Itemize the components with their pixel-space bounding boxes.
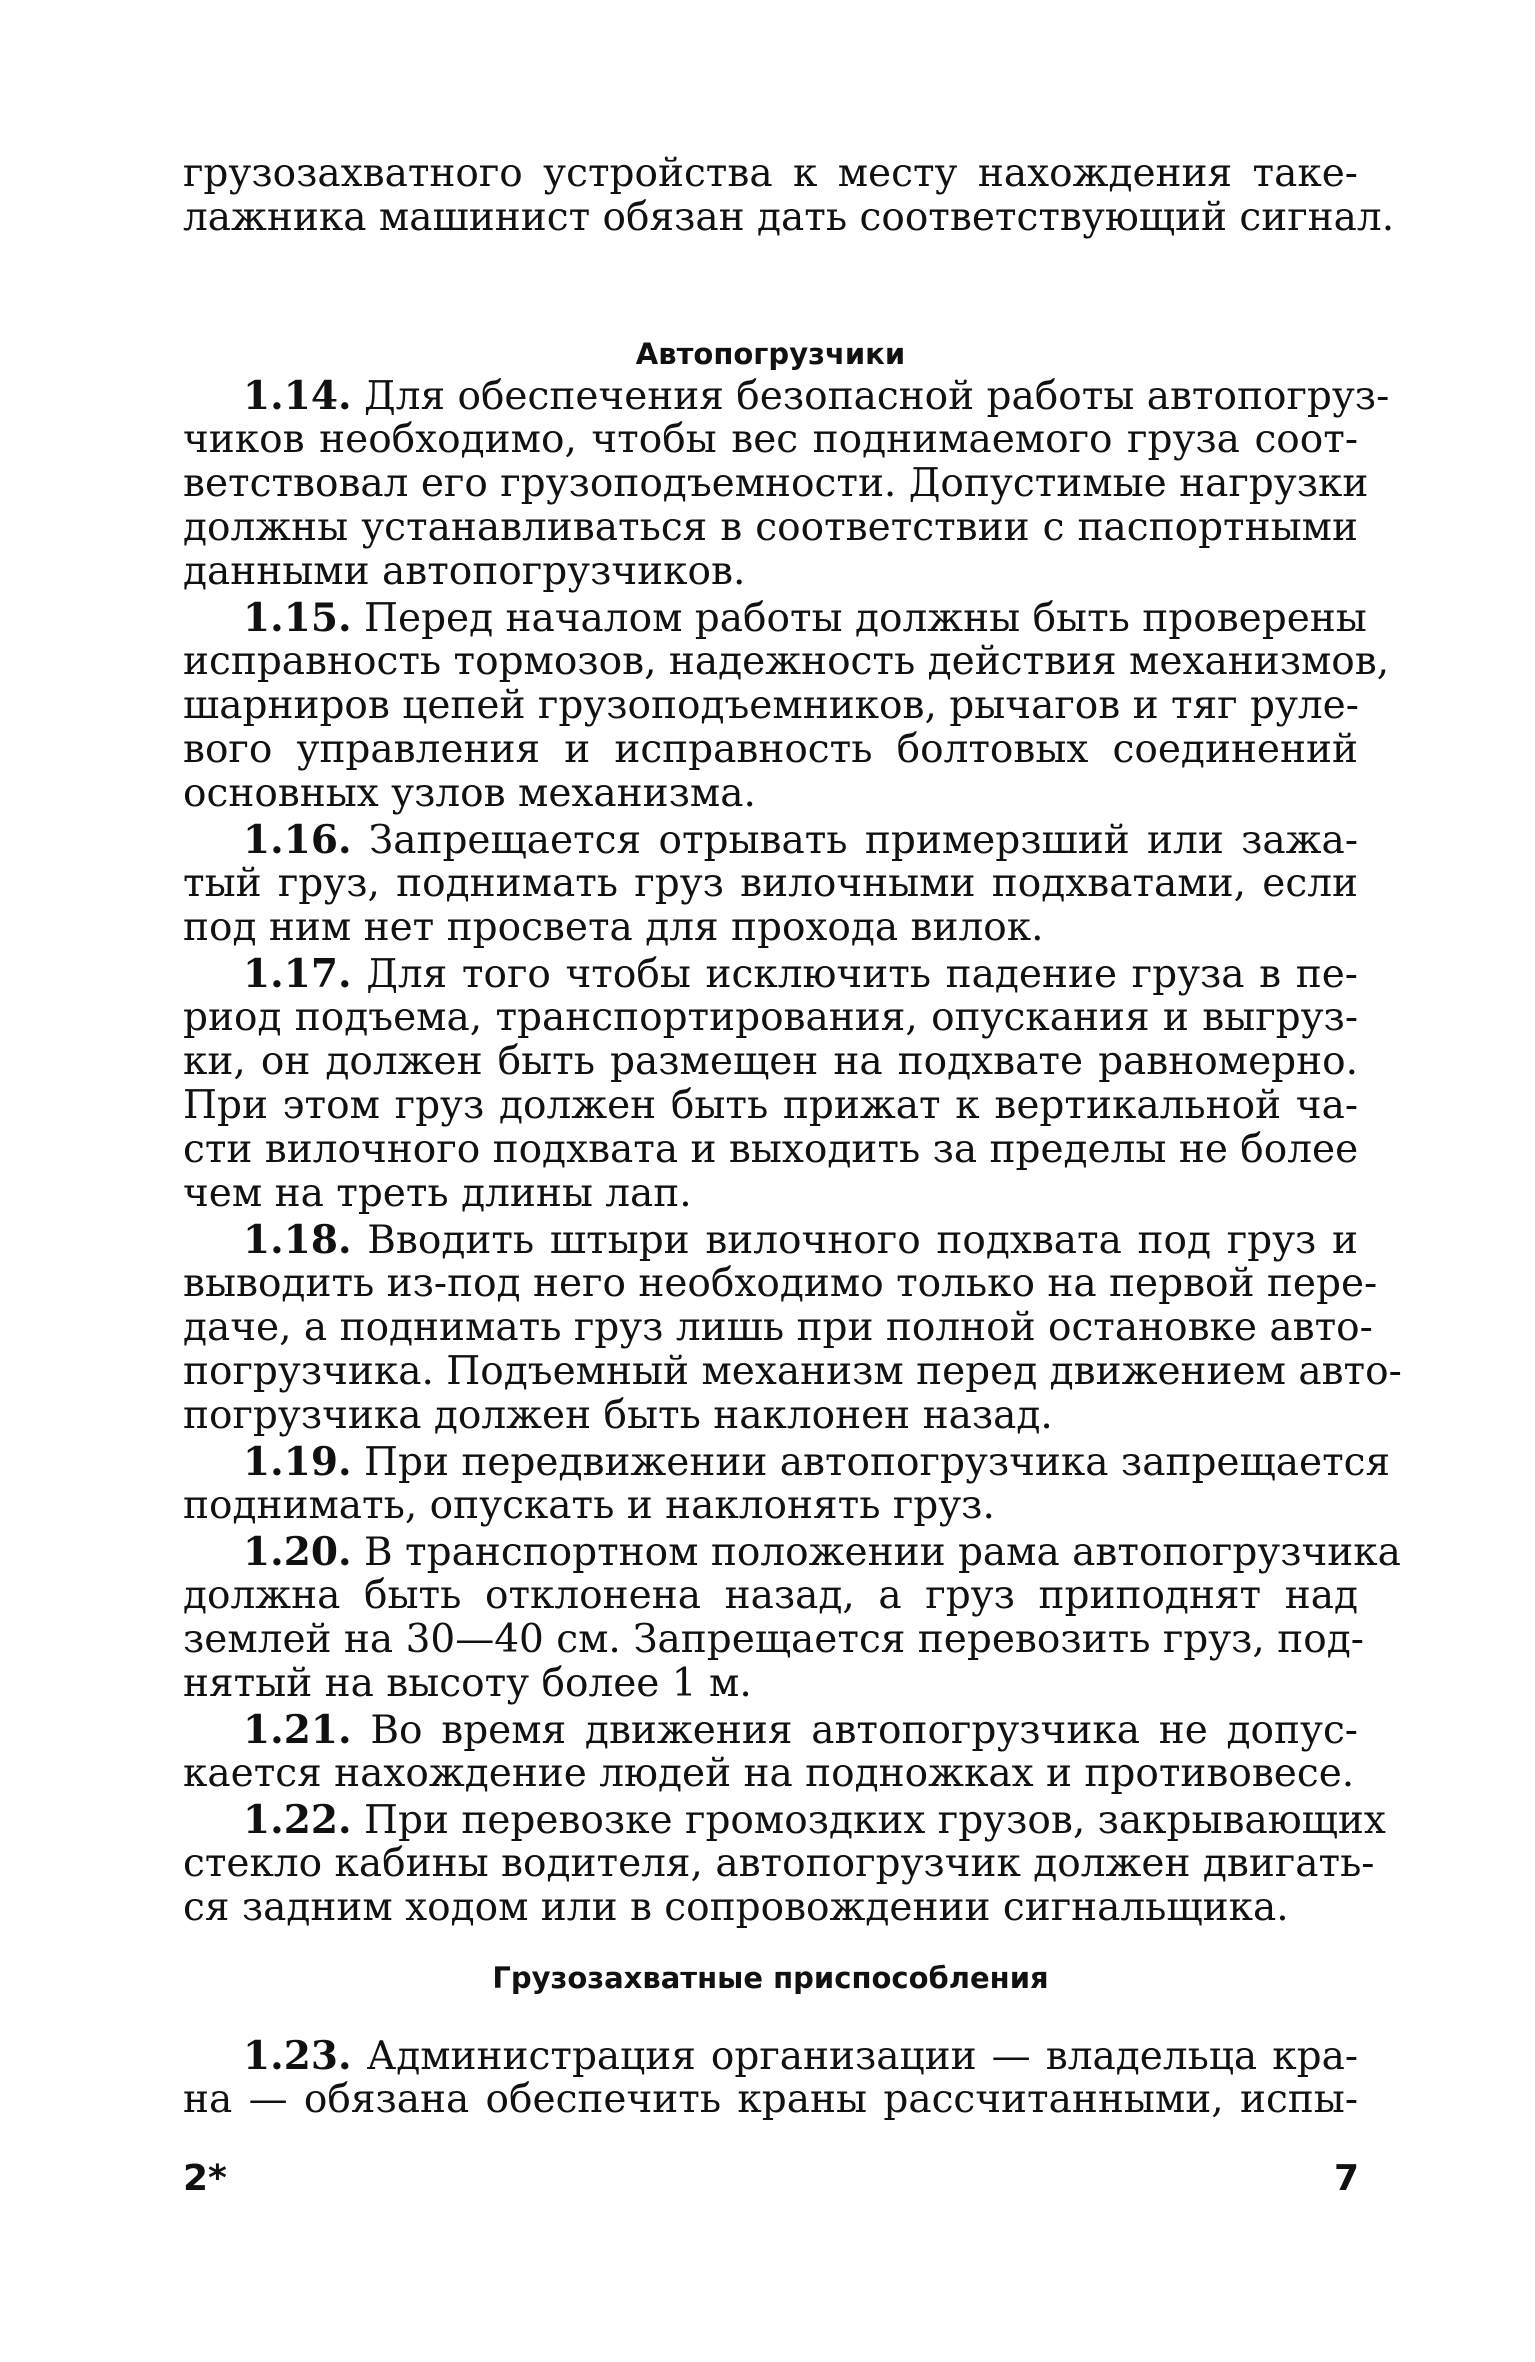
text-line: ся задним ходом или в сопровождении сигнальщика. xyxy=(183,1885,1289,1930)
paragraph-number: 1.20. xyxy=(243,1529,352,1575)
text-line: вого управления и исправность болтовых соединений xyxy=(183,727,1358,772)
text-line: должны устанавливаться в соответствии с паспортными xyxy=(183,505,1358,550)
text-line: чем на треть длины лап. xyxy=(183,1171,692,1216)
section-heading-autoloaders: Автопогрузчики xyxy=(635,337,906,371)
text-span: Во время движения автопогрузчика не допус- xyxy=(370,1708,1358,1753)
text-span: При передвижении автопогрузчика запрещается xyxy=(363,1440,1391,1485)
text-line: основных узлов механизма. xyxy=(183,771,756,816)
text-span: Вводить штыри вилочного подхвата под груз и xyxy=(367,1218,1358,1263)
paragraph-number: 1.22. xyxy=(243,1797,352,1843)
text-span: Для того чтобы исключить падение груза в пе- xyxy=(366,952,1358,997)
paragraph-1-23-first-line xyxy=(243,2034,1358,2079)
paragraph-1-14-first-line xyxy=(243,373,1390,419)
section-heading-lifting-devices: Грузозахватные приспособления xyxy=(492,1961,1049,1995)
text-span: Для обеспечения безопасной работы автопогруз- xyxy=(363,374,1390,419)
text-line: должна быть отклонена назад, а груз приподнят над xyxy=(183,1573,1358,1618)
text-line: стекло кабины водителя, автопогрузчик должен двигать- xyxy=(183,1841,1375,1886)
paragraph-number: 1.19. xyxy=(243,1439,352,1485)
paragraph-1-17-first-line xyxy=(243,952,1358,997)
paragraph-number: 1.21. xyxy=(243,1707,352,1753)
signature-mark: 2* xyxy=(183,2158,227,2199)
text-line: погрузчика должен быть наклонен назад. xyxy=(183,1393,1053,1438)
text-line: риод подъема, транспортирования, опускания и выгруз- xyxy=(183,995,1358,1040)
text-line: на — обязана обеспечить краны рассчитанными, испы- xyxy=(183,2077,1358,2122)
paragraph-1-18-first-line xyxy=(243,1218,1358,1263)
text-line: тый груз, поднимать груз вилочными подхватами, если xyxy=(183,861,1358,906)
text-line: ки, он должен быть размещен на подхвате равномерно. xyxy=(183,1039,1358,1084)
text-line: лажника машинист обязан дать соответствующий сигнал. xyxy=(183,195,1395,240)
text-line: сти вилочного подхвата и выходить за пределы не более xyxy=(183,1127,1359,1172)
paragraph-1-19-first-line xyxy=(243,1439,1391,1485)
text-line: шарниров цепей грузоподъемников, рычагов и тяг руле- xyxy=(183,683,1359,728)
text-line: под ним нет просвета для прохода вилок. xyxy=(183,905,1044,950)
paragraph-number: 1.16. xyxy=(243,817,352,863)
text-span: Перед началом работы должны быть проверены xyxy=(363,596,1367,641)
paragraph-1-15-first-line xyxy=(243,595,1367,641)
paragraph-1-16-first-line xyxy=(243,818,1358,863)
paragraph-number: 1.18. xyxy=(243,1217,352,1263)
text-line: погрузчика. Подъемный механизм перед движением авто- xyxy=(183,1349,1402,1394)
text-span: Администрация организации — владельца кра- xyxy=(366,2034,1358,2079)
paragraph-number: 1.23. xyxy=(243,2033,352,2079)
text-line: ветствовал его грузоподъемности. Допустимые нагрузки xyxy=(183,461,1369,506)
paragraph-number: 1.14. xyxy=(243,373,352,419)
text-span: В транспортном положении рама автопогрузчика xyxy=(363,1530,1401,1575)
text-line: выводить из-под него необходимо только на первой пере- xyxy=(183,1261,1378,1306)
page-number: 7 xyxy=(1334,2158,1360,2199)
text-line: исправность тормозов, надежность действия механизмов, xyxy=(183,639,1390,684)
text-line: грузозахватного устройства к месту нахождения таке- xyxy=(183,151,1358,196)
text-line: кается нахождение людей на подножках и противовесе. xyxy=(183,1751,1355,1796)
text-line: чиков необходимо, чтобы вес поднимаемого груза соот- xyxy=(183,417,1358,462)
text-span: При перевозке громоздких грузов, закрывающих xyxy=(363,1798,1386,1843)
text-line: При этом груз должен быть прижат к вертикальной ча- xyxy=(183,1083,1358,1128)
text-line: поднимать, опускать и наклонять груз. xyxy=(183,1483,995,1528)
paragraph-number: 1.15. xyxy=(243,595,352,641)
paragraph-number: 1.17. xyxy=(243,951,352,997)
text-line: землей на 30—40 см. Запрещается перевозить груз, под- xyxy=(183,1617,1364,1662)
text-line: нятый на высоту более 1 м. xyxy=(183,1661,752,1706)
text-span: Запрещается отрывать примерзший или зажа- xyxy=(368,818,1358,863)
text-line: даче, а поднимать груз лишь при полной остановке авто- xyxy=(183,1305,1373,1350)
paragraph-1-21-first-line xyxy=(243,1708,1358,1753)
text-line: данными автопогрузчиков. xyxy=(183,549,746,594)
paragraph-1-20-first-line xyxy=(243,1529,1401,1575)
paragraph-1-22-first-line xyxy=(243,1797,1386,1843)
